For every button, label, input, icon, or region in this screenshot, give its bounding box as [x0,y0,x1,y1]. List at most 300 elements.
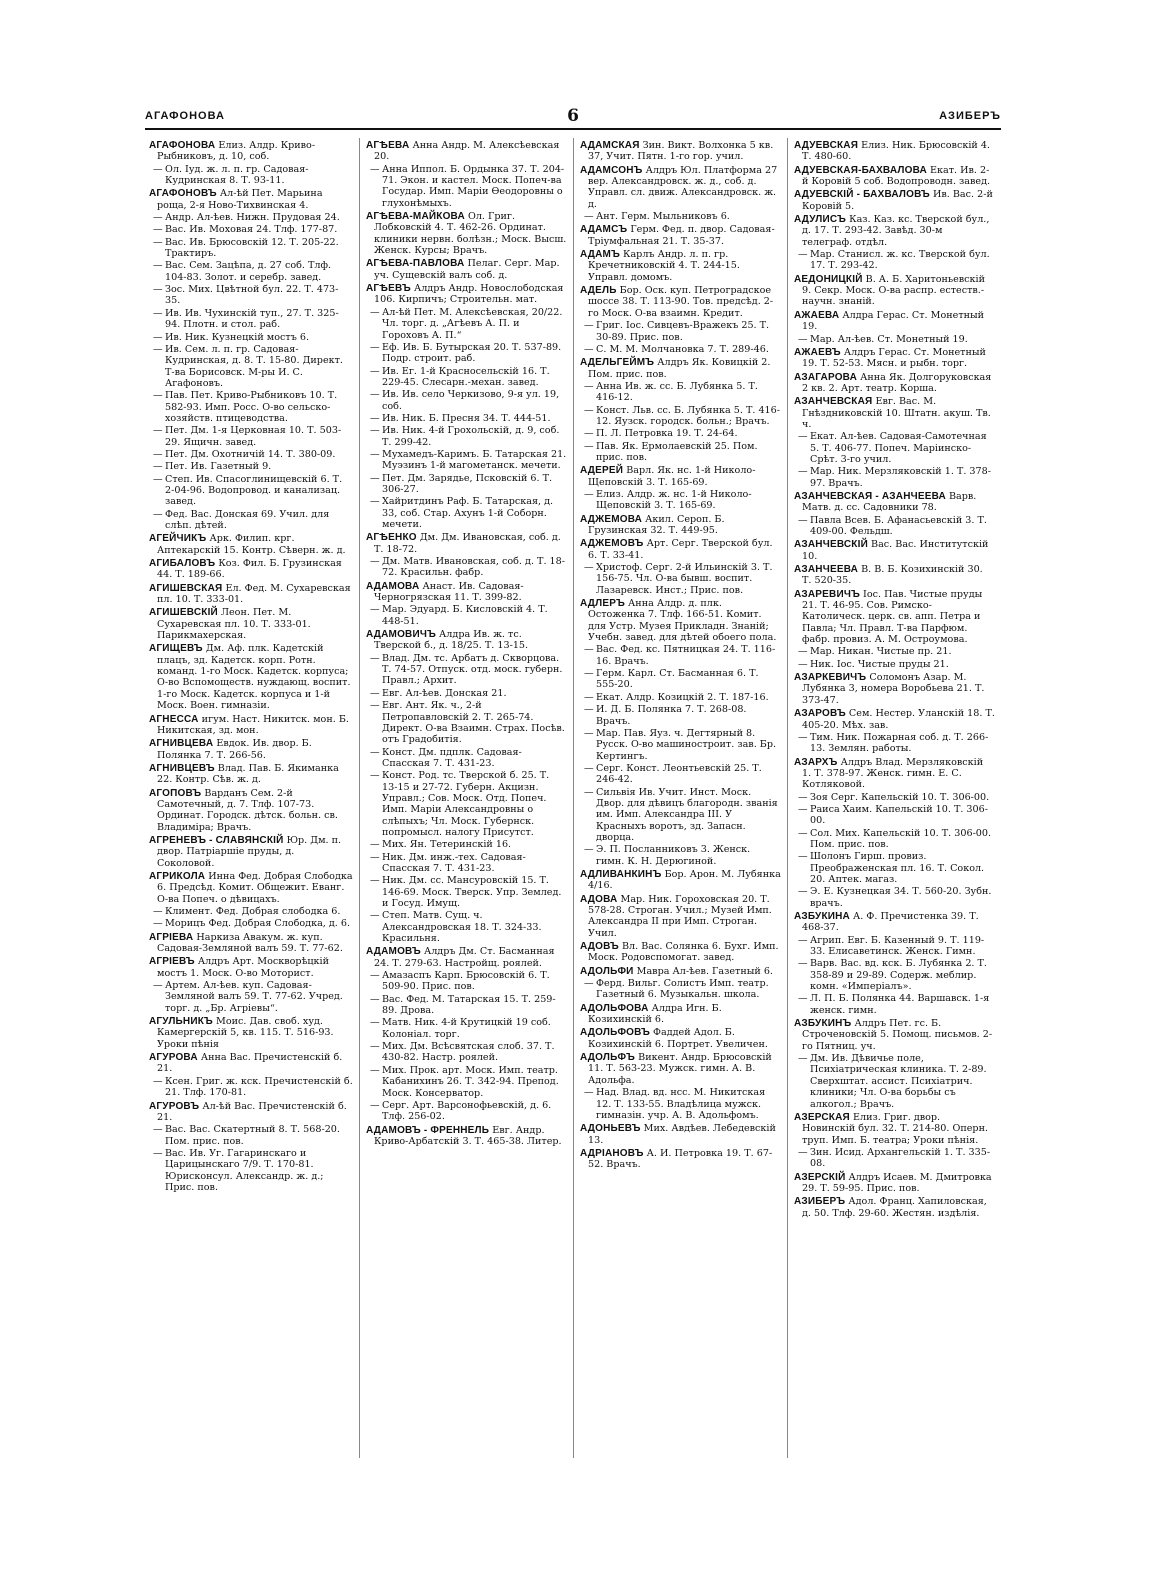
entry-text: Мар. Пав. Яуз. ч. Дегтярный 8. Русск. О-во машиностроит. зав. Бр. Кертингъ. [596,727,777,762]
entry-text: Павла Всев. Б. Афанасьевскій 3. Т. 409-00. Фельдш. [810,514,987,537]
entry-text: Ксен. Григ. ж. кск. Пречистенскій б. 21. Тлф. 170-81. [165,1075,353,1099]
entry-surname: АДЛЕРЪ [580,598,625,610]
entry-text: Елиз. Григ. двор. Новинскій бул. 32. Т. 214-80. Оперн. труп. Имп. Б. театра; Уроки пѣнія. [802,1111,989,1146]
directory-subentry [794,515,995,538]
dash-mark: — [153,236,163,248]
directory-entry [366,140,567,163]
entry-text: игум. Наст. Никитск. мон. Б. Никитская, зд. мон. [157,713,349,736]
entry-surname: АГНИВЦЕВА [149,738,214,750]
dash-mark: — [798,466,808,478]
directory-subentry [149,509,353,532]
entry-text: Вас. Вас. Скатертный 8. Т. 568-20. Пом. прис. пов. [165,1124,340,1147]
directory-subentry [366,449,567,472]
entry-surname: АДУЛИСЪ [794,214,847,226]
entry-text: Леон. Пет. М. Сухаревская пл. 10. Т. 333-01. Парикмахерская. [157,607,311,642]
entry-text: Дм. Аф. плк. Кадетскій плацъ, зд. Кадетск. корп. Ротн. команд. 1-го Моск. Кадетск. корпуса; О-во Вспомоществ. нуждающ. воспит. 1-го Моск. Кадетск. корпуса и 1-й Моск. Воен. гимназіи. [157,643,351,712]
entry-text: Ив. Ег. 1-й Красносельскій 16. Т. 229-45. Слесарн.-механ. завед. [382,365,550,388]
dash-mark: — [153,980,163,992]
entry-text: Ив. Ник. 4-й Грохольскій, д. 9, соб. Т. 299-42. [382,425,560,448]
directory-subentry [794,993,995,1016]
page-number: 6 [567,106,579,126]
directory-entry [794,396,995,430]
entry-text: Матв. Ник. 4-й Крутицкій 19 соб. Колоніал. торг. [382,1017,551,1040]
dash-mark: — [798,431,808,443]
directory-subentry [580,344,781,355]
directory-subentry [149,284,353,307]
entry-text: Григ. Іос. Сивцевъ-Вражекъ 25. Т. 30-89. Прис. пов. [596,320,770,343]
dash-mark: — [370,412,380,424]
entry-surname: АГРЕНЕВЪ - СЛАВЯНСКІЙ [149,834,284,846]
directory-entry [580,538,781,561]
entry-text: Викент. Андр. Брюсовскій 11. Т. 563-23. Мужск. гимн. А. В. Адольфа. [588,1052,772,1086]
directory-entry [149,558,353,581]
directory-subentry [149,980,353,1014]
directory-subentry [580,668,781,691]
directory-subentry [794,732,995,755]
entry-text: Артем. Ал-ѣев. куп. Садовая-Земляной валъ 59. Т. 77-62. Учред. торг. д. „Бр. Агріевы“. [165,980,343,1014]
entry-text: Пет. Дм. 1-я Церковная 10. Т. 503-29. Ящичн. завед. [165,425,342,448]
directory-subentry [366,342,567,365]
directory-subentry [580,441,781,464]
directory-subentry [149,1148,353,1193]
directory-subentry [366,496,567,530]
directory-subentry [366,994,567,1017]
entry-text: Пет. Ив. Газетный 9. [165,461,272,473]
dash-mark: — [370,163,380,175]
dash-mark: — [370,425,380,437]
entry-text: Мар. Ник. Мерзляковскій 1. Т. 378-97. Врачъ. [810,466,991,489]
directory-subentry [580,844,781,867]
entry-text: Зоя Серг. Капельскій 10. Т. 306-00. [810,791,990,803]
entry-text: Фед. Вас. Донская 69. Учил. для слѣп. дѣтей. [165,508,330,531]
entry-text: Тим. Ник. Пожарная соб. д. Т. 266-13. Землян. работы. [810,731,989,755]
entry-surname: АДЕЛЬГЕЙМЪ [580,357,655,369]
entry-text: Анна Андр. М. Алексѣевская 20. [374,140,560,163]
directory-subentry [149,461,353,472]
directory-entry [149,533,353,556]
entry-text: Ал-ѣй Пет. М. Алексѣевская, 20/22. Чл. торг. д. „Агѣевъ А. П. и Гороховъ А. П.“ [382,306,563,341]
directory-entry [794,564,995,587]
directory-subentry [366,164,567,209]
dash-mark: — [584,380,594,392]
directory-entry [794,757,995,791]
entry-text: Мухамедъ-Каримъ. Б. Татарская 21. Муэзинъ 1-й магометанск. мечети. [382,448,567,472]
entry-surname: АДЛИВАНКИНЪ [580,868,662,880]
entry-surname: АЗАРХЪ [794,756,838,768]
entry-text: Мавра Ал-ѣев. Газетный 6. [636,965,773,977]
entry-surname: АГУРОВА [149,1052,198,1064]
directory-subentry [580,489,781,512]
entry-surname: АДАМОВЪ - ФРЕННЕЛЬ [366,1124,490,1136]
directory-entry [794,140,995,163]
entry-text: Наркиза Авакум. ж. куп. Садовая-Земляной валъ 59. Т. 77-62. [157,931,343,955]
entry-text: Ферд. Вильг. Солистъ Имп. театр. Газетный 6. Музыкальн. школа. [596,978,769,1001]
entry-surname: АДАМЪ [580,249,620,261]
dash-mark: — [798,249,808,261]
directory-subentry [580,1087,781,1121]
directory-subentry [580,763,781,786]
dash-mark: — [584,211,594,223]
entry-surname: АЗИБЕРЪ [794,1196,846,1208]
dash-mark: — [798,731,808,743]
entry-text: Степ. Ив. Спасоглинищевскій 6. Т. 2-04-96. Водопровод. и канализац. завед. [165,473,343,508]
dash-mark: — [370,875,380,887]
directory-entry [149,835,353,869]
dash-mark: — [584,440,594,452]
entry-surname: АГЕЙЧИКЪ [149,533,207,545]
directory-subentry [366,910,567,944]
entry-surname: АДУЕВСКІЙ - БАХВАЛОВЪ [794,189,930,201]
entry-text: Анна Вас. Пречистенскій б. 21. [157,1052,343,1075]
dash-mark: — [798,658,808,670]
directory-entry [794,1196,995,1219]
entry-surname: АЗАГАРОВА [794,371,858,383]
directory-subentry [149,308,353,331]
entry-text: В. А. Б. Харитоньевскій 9. Секр. Моск. О-ва распр. естеств.-научн. знаній. [802,273,986,308]
directory-subentry [149,1124,353,1147]
dash-mark: — [370,365,380,377]
entry-surname: АДАМОВА [366,580,420,592]
directory-entry [580,165,781,210]
entry-text: Мар. Ник. Гороховская 20. Т. 578-28. Строган. Учил.; Музей Имп. Александра II при Имп. Строган. Учил. [588,893,772,939]
directory-subentry [366,653,567,687]
entry-text: Зос. Мих. Цвѣтной бул. 22. Т. 473-35. [165,284,339,307]
entry-surname: АДЖЕМОВЪ [580,538,644,550]
directory-entry [580,224,781,247]
entry-text: Вл. Вас. Солянка 6. Бухг. Имп. Моск. Родовспомогат. завед. [588,941,779,964]
directory-subentry [580,644,781,667]
entry-text: Ив. Ник. Кузнецкій мостъ 6. [165,331,309,343]
entry-text: Климент. Фед. Добрая слободка 6. [165,906,341,917]
entry-text: Раиса Хаим. Капельскій 10. Т. 306-00. [810,803,988,827]
entry-surname: АГРІЕВА [149,931,194,943]
dash-mark: — [153,307,163,319]
entry-text: Ник. Дм. сс. Мансуровскій 15. Т. 146-69. Моск. Тверск. Упр. Землед. и Госуд. Имущ. [382,875,562,909]
directory-entry [149,1101,353,1124]
directory-entry [580,894,781,939]
entry-surname: АЖАЕВА [794,309,840,321]
entry-text: Евг. Вас. М. Гнѣздниковскій 10. Штатн. акуш. Тв. ч. [802,396,991,430]
entry-text: А. Ф. Пречистенка 39. Т. 468-37. [802,911,979,934]
directory-entry [149,607,353,641]
directory-subentry [149,425,353,448]
entry-text: Пав. Пет. Криво-Рыбниковъ 10. Т. 582-93. Имп. Росс. О-во сельско-хозяйств. птицеводства. [165,390,338,424]
entry-surname: АГАФОНОВА [149,140,216,151]
entry-surname: АЖАЕВЪ [794,346,841,358]
dash-mark: — [798,514,808,526]
entry-text: Алдра Игн. Б. Козихинскій 6. [588,1002,722,1026]
directory-entry [794,165,995,188]
directory-subentry [149,344,353,389]
entry-surname: АДОВЪ [580,941,619,953]
directory-entry [580,249,781,283]
dash-mark: — [153,425,163,437]
directory-entry [580,285,781,319]
entry-text: Герм. Фед. п. двор. Садовая-Тріумфальная 21. Т. 35-37. [588,224,775,247]
dash-mark: — [370,910,380,922]
directory-subentry [794,431,995,465]
entry-text: Серг. Конст. Леонтьевскій 25. Т. 246-42. [596,762,762,786]
entry-text: Варв. Вас. вд. кск. Б. Лубянка 2. Т. 358-89 и 29-89. Содерж. меблир. комн. «Имперіалъ». [810,958,987,993]
directory-subentry [580,428,781,439]
entry-text: Влад. Пав. Б. Якиманка 22. Контр. Сѣв. ж. д. [157,762,339,786]
dash-mark: — [370,341,380,353]
directory-entry [580,1027,781,1050]
dash-mark: — [370,496,380,508]
entry-text: Вас. Фед. кс. Пятницкая 24. Т. 116-16. Врачъ. [596,644,776,667]
directory-subentry [366,839,567,850]
directory-entry [149,871,353,905]
entry-surname: АГИШЕВСКІЙ [149,607,218,619]
entry-text: Степ. Матв. Сущ. ч. Александровская 18. Т. 324-33. Красильня. [382,910,542,945]
running-head-right: АЗИБЕРЪ [939,110,1001,122]
entry-surname: АЕДОНИЦКІЙ [794,273,863,285]
entry-surname: АДАМОВИЧЪ [366,629,436,641]
entry-text: Амазаспъ Карп. Брюсовскій 6. Т. 509-90. Прис. пов. [382,970,550,993]
entry-text: В. В. Б. Козихинскій 30. Т. 520-35. [802,564,983,587]
dash-mark: — [798,958,808,970]
directory-entry [149,643,353,711]
entry-text: Э. Е. Кузнецкая 34. Т. 560-20. Зубн. врачъ. [810,886,992,909]
directory-subentry [366,852,567,875]
entry-text: Елиз. Ник. Брюсовскій 4. Т. 480-60. [802,140,990,163]
dash-mark: — [153,906,163,917]
directory-entry [580,598,781,643]
directory-subentry [794,646,995,657]
directory-entry [794,310,995,333]
directory-entry [794,491,995,514]
entry-text: Мих. Прок. арт. Моск. Имп. театр. Кабанихинъ 26. Т. 342-94. Препод. Моск. Консерватор. [382,1064,559,1099]
entry-surname: АЗЕРСКАЯ [794,1111,850,1123]
dash-mark: — [798,791,808,803]
directory-entry [794,214,995,248]
dash-mark: — [584,978,594,990]
entry-text: Ив. Ив. село Черкизово, 9-я ул. 19, соб. [382,389,560,412]
column-1 [145,138,359,1458]
directory-subentry [580,211,781,222]
entry-text: Герм. Карл. Ст. Басманная 6. Т. 555-20. [596,668,759,691]
dash-mark: — [153,461,163,473]
entry-text: Христоф. Серг. 2-й Ильинскій 3. Т. 156-75. Чл. О-ва бывш. воспит. Лазаревск. Инст.; Прис. пов. [596,562,773,596]
directory-subentry [366,556,567,579]
directory-subentry [149,1076,353,1099]
entry-text: Ив. Вас. 2-й Коровій 5. [802,189,993,212]
dash-mark: — [584,704,594,716]
directory-subentry [580,320,781,343]
entry-text: Соломонъ Азар. М. Лубянка 3, номера Воробьева 21. Т. 373-47. [802,672,985,706]
dash-mark: — [370,700,380,712]
dash-mark: — [153,212,163,224]
dash-mark: — [370,389,380,401]
dash-mark: — [153,448,163,460]
directory-entry [794,1112,995,1146]
running-head-left: АГАФОНОВА [145,110,225,122]
entry-surname: АЗБУКИНЪ [794,1018,852,1030]
dash-mark: — [584,1087,594,1099]
directory-subentry [366,413,567,424]
entry-text: Алдръ Арт. Москворѣцкій мостъ 1. Моск. О-во Моторист. [157,956,329,979]
dash-mark: — [798,827,808,839]
entry-text: Ал-ѣй Вас. Пречистенскій б. 21. [157,1100,347,1123]
entry-surname: АГѢЕНКО [366,532,417,544]
directory-subentry [366,1100,567,1123]
dash-mark: — [584,404,594,416]
directory-entry [794,589,995,646]
dash-mark: — [584,668,594,680]
entry-surname: АДЕРЕЙ [580,465,624,477]
entry-surname: АДОЛЬФИ [580,965,634,977]
entry-text: Шолонъ Гирш. провиз. Преображенская пл. 16. Т. Сокол. 20. Аптек. магаз. [810,851,985,885]
directory-subentry [149,164,353,187]
entry-text: Ник. Іос. Чистые пруды 21. [810,658,949,670]
entry-text: Карлъ Андр. л. п. гр. Кречетниковскій 4. Т. 244-15. Управл. домомъ. [588,249,740,283]
directory-subentry [366,747,567,770]
directory-subentry [366,688,567,699]
entry-surname: АЗАНЧЕЕВА [794,564,859,576]
directory-subentry [366,875,567,909]
directory-columns [145,138,1001,1458]
entry-text: Влад. Дм. тс. Арбатъ д. Скворцова. Т. 74-57. Отпуск. отд. моск. губерн. Правл.; Архит. [382,652,563,687]
entry-surname: АЗАНЧЕВСКАЯ - АЗАНЧЕЕВА [794,490,946,502]
directory-entry [366,581,567,604]
entry-text: Арк. Филип. крг. Аптекарскій 15. Контр. Сѣверн. ж. д. [157,533,346,556]
directory-entry [366,283,567,306]
entry-text: Алдръ Герас. Ст. Монетный 19. Т. 52-53. Мясн. и рыбн. торг. [802,346,986,370]
directory-subentry [366,970,567,993]
directory-subentry [580,728,781,762]
entry-surname: АЗБУКИНА [794,911,850,922]
entry-surname: АДУЕВСКАЯ [794,140,859,151]
directory-subentry [794,804,995,827]
entry-text: Юр. Дм. п. двор. Патріаршіе пруды, д. Соколовой. [157,834,342,869]
entry-text: Іос. Пав. Чистые пруды 21. Т. 46-95. Сов. Римско-Католическ. церк. св. апп. Петра и Павла; Чл. Правл. Т-ва Парфюм. фабр. провиз. А. М. Остроумова. [802,588,983,646]
directory-subentry [794,886,995,909]
directory-subentry [366,425,567,448]
entry-text: Акил. Сероп. Б. Грузинская 32. Т. 449-95. [588,513,725,536]
dash-mark: — [584,343,594,355]
entry-text: Мар. Эдуард. Б. Кисловскій 4. Т. 448-51. [382,604,548,627]
directory-subentry [366,770,567,838]
entry-text: Л. П. Б. Полянка 44. Варшавск. 1-я женск. гимн. [810,993,990,1016]
dash-mark: — [798,646,808,658]
directory-entry [580,869,781,892]
entry-text: Вас. Фед. М. Татарская 15. Т. 259-89. Дрова. [382,993,556,1017]
entry-text: Бор. Оск. куп. Петроградское шоссе 38. Т. 113-90. Тов. предсѣд. 2-го Моск. О-ва взаимн. Кредит. [588,285,774,319]
dash-mark: — [370,770,380,782]
dash-mark: — [153,1075,163,1087]
entry-text: Ал-ѣй Пет. Марьина роща, 2-я Ново-Тихвинская 4. [157,188,323,211]
dash-mark: — [370,448,380,460]
entry-text: П. Л. Петровка 19. Т. 24-64. [596,428,738,440]
directory-entry [149,1052,353,1075]
directory-subentry [366,1017,567,1040]
dash-mark: — [153,473,163,485]
entry-text: Андр. Ал-ѣев. Нижн. Прудовая 24. [165,212,340,224]
entry-text: И. Д. Б. Полянка 7. Т. 268-08. Врачъ. [596,704,747,727]
directory-entry [794,1172,995,1195]
dash-mark: — [584,691,594,703]
entry-text: Сем. Нестер. Уланскій 18. Т. 405-20. Мѣх. зав. [802,708,995,731]
dash-mark: — [370,652,380,664]
directory-subentry [794,828,995,851]
directory-entry [580,1052,781,1086]
entry-text: Ив. Ив. Чухинскій туп., 27. Т. 325-94. Плотн. и стол. раб. [165,307,339,331]
dash-mark: — [798,1053,808,1065]
directory-entry [794,539,995,562]
directory-entry [149,583,353,606]
entry-text: Инна Фед. Добрая Слободка 6. Предсѣд. Комит. Общежит. Еванг. О-ва Попеч. о дѣвицахъ. [157,870,353,905]
directory-subentry [794,659,995,670]
entry-text: Евг. Ал-ѣев. Донская 21. [382,687,507,699]
directory-entry [149,188,353,211]
entry-text: Зин. Викт. Волхонка 5 кв. 37, Учит. Пятн. 1-го гор. учил. [588,140,774,163]
entry-text: Елиз. Алдр. Криво-Рыбниковъ, д. 10, соб. [157,140,316,163]
entry-text: Сильвія Ив. Учит. Инст. Моск. Двор. для дѣвицъ благородн. званія им. Имп. Александра III. У Красныхъ воротъ, зд. Запасн. дворца. [596,786,778,843]
entry-text: Морицъ Фед. Добрая Слободка, д. 6. [165,918,351,930]
entry-text: Варданъ Сем. 2-й Самотечный, д. 7. Тлф. 107-73. Ординат. Городск. дѣтск. больн. св. Владиміра; Врачъ. [157,787,338,833]
entry-text: А. И. Петровка 19. Т. 67-52. Врачъ. [588,1147,773,1171]
directory-subentry [580,405,781,428]
entry-text: Алдръ Исаев. М. Дмитровка 29. Т. 59-95. Прис. пов. [802,1171,992,1194]
entry-text: Мар. Никан. Чистые пр. 21. [810,646,952,658]
entry-surname: АГѢЕВА-МАЙКОВА [366,211,465,223]
entry-text: Пет. Дм. Охотничій 14. Т. 380-09. [165,448,336,460]
entry-surname: АДОВА [580,893,618,905]
directory-entry [366,211,567,256]
dash-mark: — [153,1124,163,1136]
entry-surname: АДЖЕМОВА [580,513,643,525]
directory-entry [366,532,567,555]
directory-subentry [580,978,781,1001]
column-4 [787,138,1001,1458]
entry-text: Екат. Ив. 2-й Коровій 5 соб. Водопроводн. завед. [802,164,991,188]
entry-surname: АДАМСЪ [580,224,628,236]
page-header [145,106,1001,130]
directory-entry [580,966,781,977]
entry-surname: АДОНЬЕВЪ [580,1123,641,1135]
entry-surname: АДРІАНОВЪ [580,1147,644,1159]
directory-subentry [794,958,995,992]
directory-entry [794,274,995,308]
directory-subentry [366,1065,567,1099]
directory-subentry [794,851,995,885]
entry-text: Ник. Дм. инж.-тех. Садовая-Спасская 7. Т. 431-23. [382,851,526,874]
dash-mark: — [798,934,808,946]
dash-mark: — [370,604,380,616]
entry-text: Анна Алдр. д. плк. Остоженка 7. Тлф. 166-51. Комит. для Устр. Музея Прикладн. Знаній; Учебн. завед. для дѣтей обоего пола. [588,598,777,644]
directory-entry [366,946,567,969]
entry-text: Алдръ Влад. Мерзляковскій 1. Т. 378-97. Женск. гимн. Е. С. Котляковой. [802,756,984,791]
directory-subentry [794,935,995,958]
entry-surname: АГАФОНОВЪ [149,188,217,200]
entry-surname: АГУЛЬНИКЪ [149,1016,213,1028]
entry-text: Алдра Герас. Ст. Монетный 19. [802,309,985,333]
entry-surname: АГИШЕВСКАЯ [149,582,223,594]
entry-text: Зин. Исид. Архангельскій 1. Т. 335-08. [810,1146,991,1170]
dash-mark: — [370,970,380,982]
directory-entry [580,140,781,163]
directory-entry [794,1018,995,1052]
entry-text: Дм. Матв. Ивановская, соб. д. Т. 18-72. Красильн. фабр. [382,556,565,579]
entry-text: Вас. Ив. Моховая 24. Тлф. 177-87. [165,224,338,236]
entry-surname: АЗАРЕВИЧЪ [794,588,860,600]
dash-mark: — [153,224,163,236]
entry-surname: АГИЩЕВЪ [149,643,203,655]
entry-surname: АЗАНЧЕВСКАЯ [794,396,873,408]
directory-entry [794,372,995,395]
entry-text: Евг. Андр. Криво-Арбатскій 3. Т. 465-38. Литер. [374,1124,562,1147]
directory-subentry [580,692,781,703]
